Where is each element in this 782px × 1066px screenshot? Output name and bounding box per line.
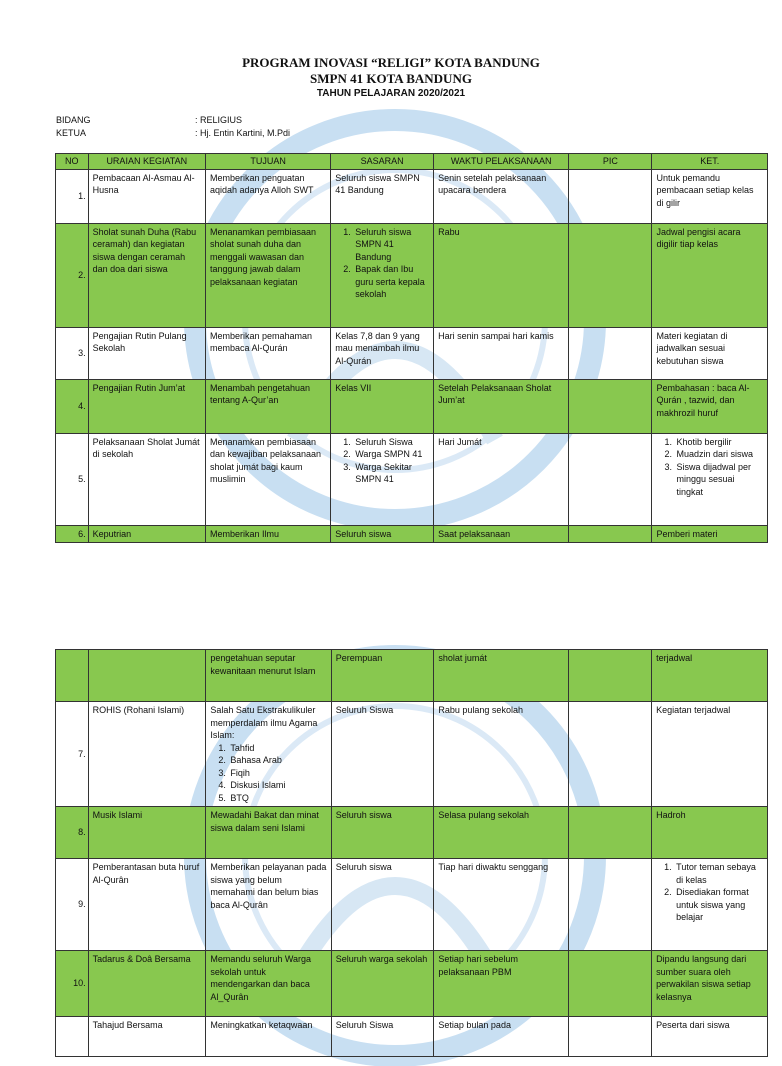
list-item: 3. Siswa dijadwal per minggu sesuai tingkat — [674, 461, 763, 499]
uraian-cell: Pemberantasan buta huruf Al-Qurân — [88, 859, 206, 951]
pic-cell — [569, 859, 652, 951]
list-item: 2. Bahasa Arab — [228, 754, 326, 767]
table-row — [56, 1017, 768, 1057]
meta-bidang — [56, 115, 242, 125]
program-table-page-1 — [55, 153, 768, 543]
tujuan-cell — [206, 702, 331, 807]
column-header: TUJUAN — [205, 154, 330, 170]
list-item: 3. Fiqih — [228, 767, 326, 780]
uraian-cell: Sholat sunah Duha (Rabu ceramah) dan kegiatan siswa dengan ceramah dan doa dari siswa — [88, 223, 205, 327]
pic-cell — [569, 807, 652, 859]
list-item: 5. BTQ — [228, 792, 326, 805]
pic-cell — [569, 379, 652, 433]
tujuan-cell: Memberikan Ilmu — [205, 525, 330, 543]
table-row — [56, 327, 768, 379]
waktu-cell: Setelah Pelaksanaan Sholat Jum’at — [434, 379, 569, 433]
row-number: 7. — [56, 702, 89, 807]
sasaran-cell: Seluruh siswa SMPN 41 Bandung — [331, 169, 434, 223]
table-row — [56, 525, 768, 543]
sasaran-cell: Seluruh siswa — [331, 859, 434, 951]
row-number: 6. — [56, 525, 89, 543]
ket-cell: Materi kegiatan di jadwalkan sesuai kebutuhan siswa — [652, 327, 768, 379]
sasaran-cell: Kelas VII — [331, 379, 434, 433]
sasaran-cell — [331, 223, 434, 327]
table-row — [56, 702, 768, 807]
ketua-label: KETUA — [56, 128, 87, 138]
bidang-label: BIDANG — [56, 115, 91, 125]
tujuan-cell: Memberikan penguatan aqidah adanya Alloh SWT — [205, 169, 330, 223]
ket-cell: Pemberi materi — [652, 525, 768, 543]
tujuan-cell: Meningkatkan ketaqwaan — [206, 1017, 331, 1057]
row-number: 5. — [56, 433, 89, 525]
row-number: 2. — [56, 223, 89, 327]
waktu-cell: Tiap hari diwaktu senggang — [434, 859, 569, 951]
list-item: 2. Disediakan format untuk siswa yang belajar — [674, 886, 763, 924]
row-number: 10. — [56, 951, 89, 1017]
table-row — [56, 859, 768, 951]
doc-title: PROGRAM INOVASI “RELIGI” KOTA BANDUNG — [242, 55, 540, 70]
tujuan-cell: Memberikan pemahaman membaca Al-Qurán — [205, 327, 330, 379]
waktu-cell: Saat pelaksanaan — [434, 525, 569, 543]
tujuan-cell: Memandu seluruh Warga sekolah untuk mendengarkan dan baca Al_Qurân — [206, 951, 331, 1017]
sasaran-cell: Kelas 7,8 dan 9 yang mau menambah ilmu Al-Qurán — [331, 327, 434, 379]
sasaran-cell: Seluruh Siswa — [331, 1017, 434, 1057]
ket-cell: Jadwal pengisi acara digilir tiap kelas — [652, 223, 768, 327]
pic-cell — [569, 650, 652, 702]
uraian-cell — [88, 650, 206, 702]
uraian-cell: Pengajian Rutin Jum’at — [88, 379, 205, 433]
waktu-cell: Selasa pulang sekolah — [434, 807, 569, 859]
list-item: 1. Tutor teman sebaya di kelas — [674, 861, 763, 886]
waktu-cell: Rabu — [434, 223, 569, 327]
document-page-2 — [0, 606, 768, 1030]
pic-cell — [569, 433, 652, 525]
tujuan-cell: pengetahuan seputar kewanitaan menurut Islam — [206, 650, 331, 702]
ket-cell: Dipandu langsung dari sumber suara oleh perwakilan siswa setiap kelasnya — [652, 951, 768, 1017]
list-item: 1. Khotib bergilir — [674, 436, 763, 449]
uraian-cell: Keputrian — [88, 525, 205, 543]
doc-subtitle: SMPN 41 KOTA BANDUNG — [310, 71, 472, 86]
ket-cell: terjadwal — [652, 650, 768, 702]
column-header: URAIAN KEGIATAN — [88, 154, 205, 170]
column-header: SASARAN — [331, 154, 434, 170]
row-number: 8. — [56, 807, 89, 859]
ket-cell: Pembahasan : baca Al-Qurán , tazwid, dan makhrozil huruf — [652, 379, 768, 433]
list-item: 3. Warga Sekitar SMPN 41 — [353, 461, 429, 486]
ketua-value: : Hj. Entin Kartini, M.Pdi — [195, 128, 291, 138]
waktu-cell: Senin setelah pelaksanaan upacara bendera — [434, 169, 569, 223]
ket-cell: Hadroh — [652, 807, 768, 859]
uraian-cell: Pelaksanaan Sholat Jumát di sekolah — [88, 433, 205, 525]
meta-ketua — [56, 128, 290, 138]
program-table-page-2 — [55, 649, 768, 1057]
waktu-cell: sholat jumát — [434, 650, 569, 702]
pic-cell — [569, 223, 652, 327]
list-item: 1. Seluruh Siswa — [353, 436, 429, 449]
table-row — [56, 433, 768, 525]
sasaran-cell: Seluruh siswa — [331, 807, 434, 859]
waktu-cell: Setiap bulan pada — [434, 1017, 569, 1057]
table-header-row — [56, 154, 768, 170]
list-item: 2. Muadzin dari siswa — [674, 448, 763, 461]
uraian-cell: Musik Islami — [88, 807, 206, 859]
tujuan-text: Salah Satu Ekstrakulikuler memperdalam ilmu Agama Islam: — [210, 705, 318, 740]
row-number: 4. — [56, 379, 89, 433]
table-row — [56, 169, 768, 223]
sasaran-cell: Seluruh warga sekolah — [331, 951, 434, 1017]
row-number — [56, 1017, 89, 1057]
waktu-cell: Setiap hari sebelum pelaksanaan PBM — [434, 951, 569, 1017]
table-row — [56, 650, 768, 702]
ket-cell — [652, 859, 768, 951]
tujuan-cell: Menambah pengetahuan tentang A-Qur’an — [205, 379, 330, 433]
sasaran-cell: Perempuan — [331, 650, 434, 702]
column-header: PIC — [569, 154, 652, 170]
row-number: 1. — [56, 169, 89, 223]
sasaran-cell — [331, 433, 434, 525]
doc-year: TAHUN PELAJARAN 2020/2021 — [316, 88, 466, 99]
uraian-cell: Tahajud Bersama — [88, 1017, 206, 1057]
uraian-cell: Pengajian Rutin Pulang Sekolah — [88, 327, 205, 379]
tujuan-cell: Menanamkan pembiasaan dan kewajiban pelaksanaan sholat jumát bagi kaum muslimin — [205, 433, 330, 525]
list-item: 2. Bapak dan Ibu guru serta kepala sekolah — [353, 263, 429, 301]
column-header: NO — [56, 154, 89, 170]
waktu-cell: Hari senin sampai hari kamis — [434, 327, 569, 379]
bidang-value: : RELIGIUS — [195, 115, 243, 125]
pic-cell — [569, 525, 652, 543]
row-number: 9. — [56, 859, 89, 951]
ket-cell — [652, 433, 768, 525]
ket-cell: Peserta dari siswa — [652, 1017, 768, 1057]
tujuan-cell: Menanamkan pembiasaan sholat sunah duha dan menggali wawasan dan tanggung jawab dalam pelaksanaan kegiatan — [205, 223, 330, 327]
pic-cell — [569, 702, 652, 807]
list-item: 4. Diskusi Islami — [228, 779, 326, 792]
waktu-cell: Rabu pulang sekolah — [434, 702, 569, 807]
waktu-cell: Hari Jumát — [434, 433, 569, 525]
sasaran-cell: Seluruh siswa — [331, 525, 434, 543]
sasaran-cell: Seluruh Siswa — [331, 702, 434, 807]
list-item: 1. Tahfid — [228, 742, 326, 755]
table-row — [56, 951, 768, 1017]
column-header: WAKTU PELAKSANAAN — [434, 154, 569, 170]
row-number — [56, 650, 89, 702]
table-row — [56, 379, 768, 433]
ket-cell: Untuk pemandu pembacaan setiap kelas di gilir — [652, 169, 768, 223]
list-item: 2. Warga SMPN 41 — [353, 448, 429, 461]
tujuan-cell: Memberikan pelayanan pada siswa yang belum memahami dan belum bias baca Al-Qurân — [206, 859, 331, 951]
pic-cell — [569, 327, 652, 379]
table-row — [56, 223, 768, 327]
pic-cell — [569, 169, 652, 223]
uraian-cell: Pembacaan Al-Asmau Al-Husna — [88, 169, 205, 223]
list-item: 1. Seluruh siswa SMPN 41 Bandung — [353, 226, 429, 264]
row-number: 3. — [56, 327, 89, 379]
pic-cell — [569, 1017, 652, 1057]
column-header: KET. — [652, 154, 768, 170]
uraian-cell: ROHIS (Rohani Islami) — [88, 702, 206, 807]
ket-cell: Kegiatan terjadwal — [652, 702, 768, 807]
table-row — [56, 807, 768, 859]
tujuan-cell: Mewadahi Bakat dan minat siswa dalam seni Islami — [206, 807, 331, 859]
uraian-cell: Tadarus & Doâ Bersama — [88, 951, 206, 1017]
pic-cell — [569, 951, 652, 1017]
